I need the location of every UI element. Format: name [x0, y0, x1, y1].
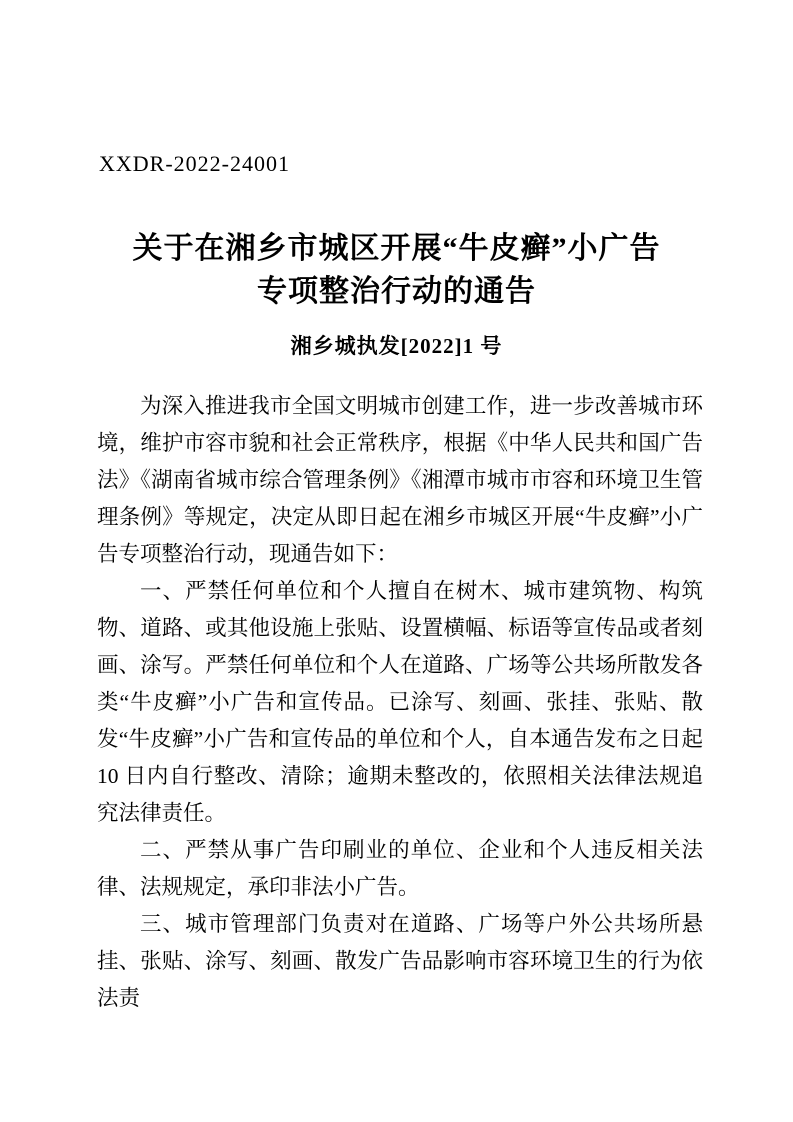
- document-body: [97, 388, 703, 1017]
- document-reference-code: XXDR-2022-24001: [99, 151, 290, 176]
- body-paragraph-item-3: 三、城市管理部门负责对在道路、广场等户外公共场所悬挂、张贴、涂写、刻画、散发广告品影响市容环境卫生的行为依法责: [97, 912, 703, 1010]
- body-paragraph-intro: 为深入推进我市全国文明城市创建工作，进一步改善城市环境，维护市容市貌和社会正常秩序，根据《中华人民共和国广告法》《湖南省城市综合管理条例》《湘潭市城市市容和环境卫生管理条例》等规定，决定从即日起在湘乡市城区开展“牛皮癣”小广告专项整治行动，现通告如下：: [97, 394, 703, 566]
- document-title-line-2: 专项整治行动的通告: [257, 275, 536, 308]
- document-title-line-1: 关于在湘乡市城区开展“牛皮癣”小广告: [132, 232, 661, 265]
- document-issue-number: 湘乡城执发[2022]1 号: [290, 334, 503, 358]
- body-paragraph-item-2: 二、严禁从事广告印刷业的单位、企业和个人违反相关法律、法规规定，承印非法小广告。: [97, 838, 703, 899]
- body-paragraph-item-1: 一、严禁任何单位和个人擅自在树木、城市建筑物、构筑物、道路、或其他设施上张贴、设置横幅、标语等宣传品或者刻画、涂写。严禁任何单位和个人在道路、广场等公共场所散发各类“牛皮癣”小广告和宣传品。已涂写、刻画、张挂、张贴、散发“牛皮癣”小广告和宣传品的单位和个人，自本通告发布之日起 10 日内自行整改、清除；逾期未整改的，依照相关法律法规追究法律责任。: [97, 579, 703, 825]
- document-title: [40, 227, 753, 313]
